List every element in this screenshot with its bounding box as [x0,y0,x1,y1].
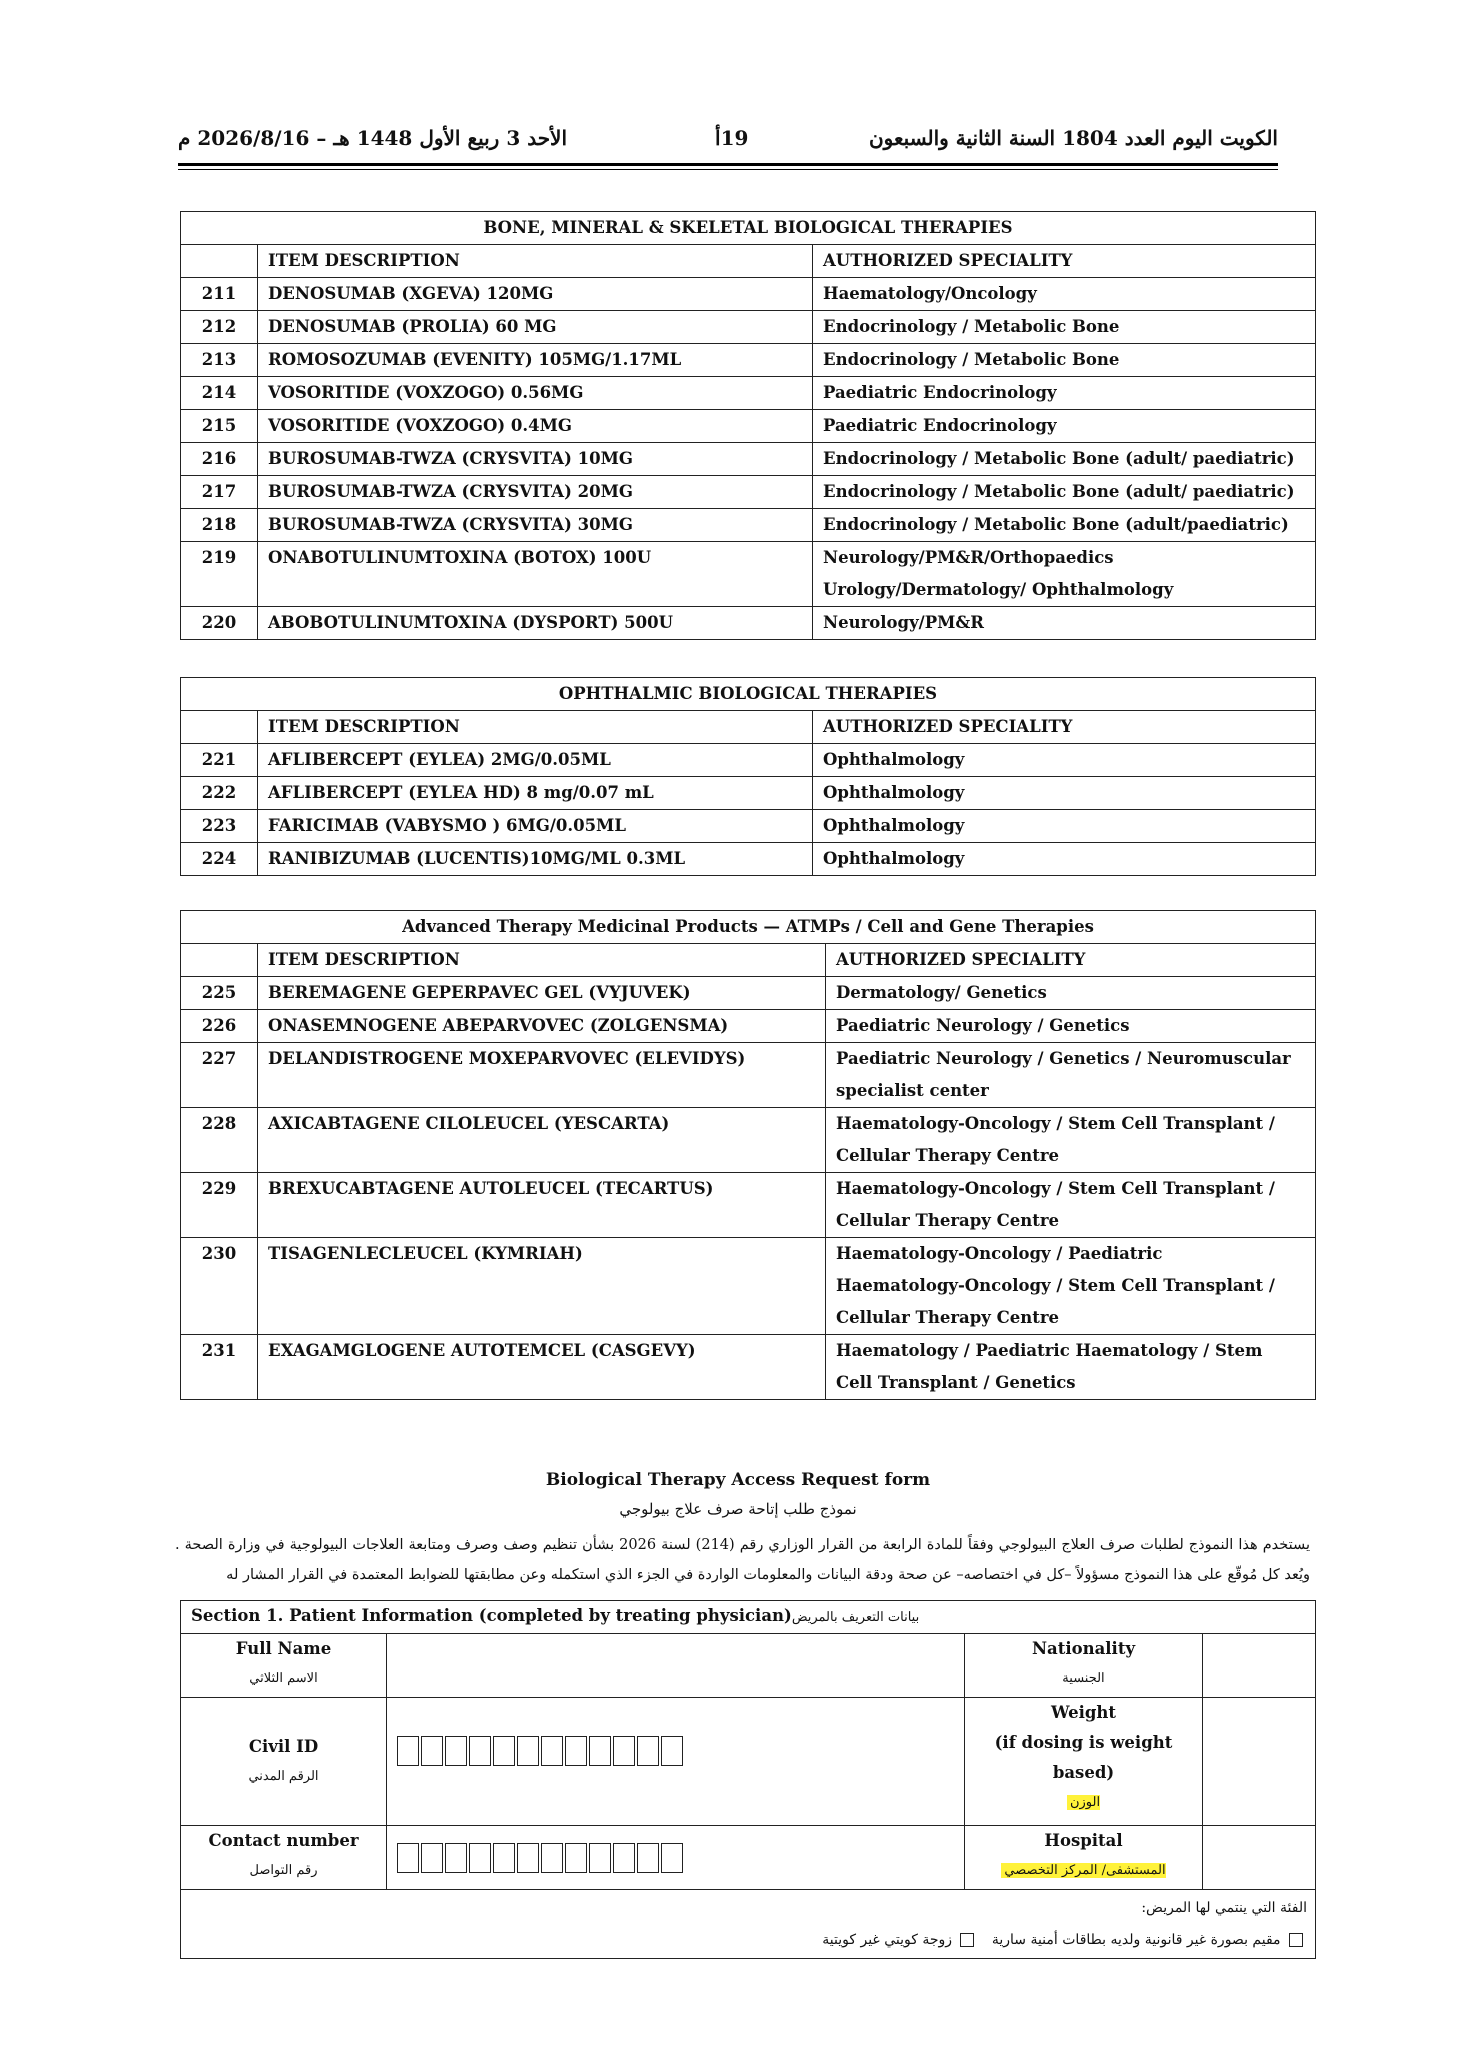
table-row [181,509,1316,542]
contact-number-label [181,1826,387,1890]
speciality-line: Urology/Dermatology/ Ophthalmology [823,580,1174,599]
authorized-speciality [826,1010,1316,1043]
speciality-line: Paediatric Endocrinology [823,416,1057,435]
speciality-line: Haematology-Oncology / Paediatric [836,1244,1163,1263]
item-number: 219 [181,542,258,607]
hospital-label [965,1826,1203,1890]
speciality-line: Endocrinology / Metabolic Bone (adult/ paediatric) [823,449,1295,468]
speciality-line: Ophthalmology [823,750,965,769]
patient-information-form [180,1600,1316,1959]
table-row [181,810,1316,843]
authorized-speciality-header: AUTHORIZED SPECIALITY [813,245,1316,278]
table-row [181,1010,1316,1043]
authorized-speciality [813,410,1316,443]
number-header [181,245,258,278]
table-row [181,744,1316,777]
patient-category-label: الفئة التي ينتمي لها المريض: [1141,1900,1307,1916]
speciality-line: Ophthalmology [823,816,965,835]
authorized-speciality [813,810,1316,843]
full-name-field[interactable] [387,1634,965,1698]
item-description: AFLIBERCEPT (EYLEA) 2MG/0.05ML [258,744,813,777]
authorized-speciality [826,1335,1316,1400]
contact-number-label-arabic: رقم التواصل [249,1863,318,1878]
form-title: Biological Therapy Access Request form [545,1470,931,1490]
speciality-line: Paediatric Neurology / Genetics / Neuromuscular [836,1049,1291,1068]
authorized-speciality-header: AUTHORIZED SPECIALITY [813,711,1316,744]
table-row [181,377,1316,410]
item-description: BUROSUMAB-TWZA (CRYSVITA) 10MG [258,443,813,476]
authorized-speciality [813,278,1316,311]
section-1-header [181,1601,1316,1634]
item-description: DENOSUMAB (PROLIA) 60 MG [258,311,813,344]
item-description: BREXUCABTAGENE AUTOLEUCEL (TECARTUS) [258,1173,826,1238]
illegal-resident-option: مقيم بصورة غير قانونية ولديه بطاقات أمنية سارية [991,1932,1281,1948]
contact-number-label-text: Contact number [208,1831,359,1850]
authorized-speciality [813,311,1316,344]
full-name-label-arabic: الاسم الثلاثي [249,1671,318,1686]
table-row [181,1238,1316,1335]
item-number: 223 [181,810,258,843]
nationality-label-text: Nationality [1031,1639,1136,1658]
ophthalmic-therapies-table [180,677,1316,876]
item-description: DELANDISTROGENE MOXEPARVOVEC (ELEVIDYS) [258,1043,826,1108]
table-row [181,278,1316,311]
authorized-speciality [813,777,1316,810]
item-description: RANIBIZUMAB (LUCENTIS)10MG/ML 0.3ML [258,843,813,876]
authorized-speciality [813,377,1316,410]
gazette-issue: الكويت اليوم العدد 1804 السنة الثانية والسبعون [868,126,1278,150]
item-number: 228 [181,1108,258,1173]
page-header [178,120,1278,160]
weight-label-arabic: الوزن [1067,1795,1100,1810]
authorized-speciality [826,1173,1316,1238]
speciality-line: Endocrinology / Metabolic Bone (adult/ paediatric) [823,482,1295,501]
table-row [181,542,1316,607]
table-row [181,1043,1316,1108]
authorized-speciality [813,744,1316,777]
weight-label [965,1698,1203,1826]
item-number: 227 [181,1043,258,1108]
speciality-line: Paediatric Neurology / Genetics [836,1016,1130,1035]
speciality-line: Haematology-Oncology / Stem Cell Transplant / [836,1179,1275,1198]
speciality-line: Haematology / Paediatric Haematology / Stem [836,1341,1263,1360]
issue-date: الأحد 3 ربيع الأول 1448 هـ – 2026/8/16 م [178,126,568,150]
speciality-line: Cell Transplant / Genetics [836,1373,1076,1392]
table-row [181,311,1316,344]
full-name-label [181,1634,387,1698]
item-description: ONABOTULINUMTOXINA (BOTOX) 100U [258,542,813,607]
item-description: BUROSUMAB-TWZA (CRYSVITA) 20MG [258,476,813,509]
table-row [181,777,1316,810]
table-row [181,344,1316,377]
hospital-field[interactable] [1203,1826,1316,1890]
speciality-line: Haematology/Oncology [823,284,1037,303]
non-kuwaiti-wife-checkbox[interactable] [960,1933,974,1947]
hospital-label-arabic: المستشفى/ المركز التخصصي [1001,1863,1165,1878]
item-description-header: ITEM DESCRIPTION [258,711,813,744]
speciality-line: Paediatric Endocrinology [823,383,1057,402]
nationality-label-arabic: الجنسية [1062,1671,1105,1686]
item-description: BEREMAGENE GEPERPAVEC GEL (VYJUVEK) [258,977,826,1010]
speciality-line: Cellular Therapy Centre [836,1146,1060,1165]
authorized-speciality [813,509,1316,542]
item-number: 224 [181,843,258,876]
item-description: ABOBOTULINUMTOXINA (DYSPORT) 500U [258,607,813,640]
number-header [181,944,258,977]
speciality-line: Ophthalmology [823,849,965,868]
speciality-line: Haematology-Oncology / Stem Cell Transplant / [836,1276,1275,1295]
speciality-line: Neurology/PM&R [823,613,984,632]
item-description: VOSORITIDE (VOXZOGO) 0.56MG [258,377,813,410]
table-title: BONE, MINERAL & SKELETAL BIOLOGICAL THERAPIES [181,212,1316,245]
number-header [181,711,258,744]
speciality-line: specialist center [836,1081,989,1100]
bone-therapies-table [180,211,1316,640]
item-number: 222 [181,777,258,810]
table-row [181,977,1316,1010]
item-number: 221 [181,744,258,777]
contact-number-field[interactable] [387,1826,965,1890]
authorized-speciality [813,542,1316,607]
weight-field[interactable] [1203,1698,1316,1826]
civil-id-digit-boxes[interactable] [397,1736,964,1766]
form-subtitle-arabic: نموذج طلب إتاحة صرف علاج بيولوجي [619,1500,857,1518]
item-description: VOSORITIDE (VOXZOGO) 0.4MG [258,410,813,443]
weight-label-note: (if dosing is weight [994,1733,1173,1752]
speciality-line: Endocrinology / Metabolic Bone [823,317,1120,336]
civil-id-label [181,1698,387,1826]
contact-number-digit-boxes[interactable] [397,1843,964,1873]
table-row [181,607,1316,640]
authorized-speciality-header: AUTHORIZED SPECIALITY [826,944,1316,977]
item-number: 216 [181,443,258,476]
item-number: 212 [181,311,258,344]
civil-id-label-text: Civil ID [248,1736,319,1756]
table-row [181,1108,1316,1173]
civil-id-label-arabic: الرقم المدني [248,1768,319,1784]
item-number: 231 [181,1335,258,1400]
table-title: OPHTHALMIC BIOLOGICAL THERAPIES [181,678,1316,711]
page-number: 19أ [715,126,749,150]
item-description: ROMOSOZUMAB (EVENITY) 105MG/1.17ML [258,344,813,377]
form-intro-paragraph: يستخدم هذا النموذج لطلبات صرف العلاج البيولوجي وفقاً للمادة الرابعة من القرار الوزاري رقم (214) لسنة 2026 بشأن تنظيم وصف وصرف ومتابعة العلاجات البيولوجية في وزارة الصحة . ويُعد كل مُوقّع على هذا النموذج مسؤولاً –كل في اختصاصه– عن صحة ودقة البيانات والمعلومات الواردة في الجزء الذي استكمله وعن مطابقتها للضوابط المعتمدة في القرار المشار له [175,1537,1310,1583]
item-description: EXAGAMGLOGENE AUTOTEMCEL (CASGEVY) [258,1335,826,1400]
table-title: Advanced Therapy Medicinal Products — ATMPs / Cell and Gene Therapies [181,911,1316,944]
table-row [181,410,1316,443]
non-kuwaiti-wife-option: زوجة كويتي غير كويتية [822,1932,953,1948]
full-name-label-text: Full Name [235,1639,332,1658]
speciality-line: Cellular Therapy Centre [836,1308,1060,1327]
item-description: FARICIMAB (VABYSMO ) 6MG/0.05ML [258,810,813,843]
table-row [181,843,1316,876]
item-number: 229 [181,1173,258,1238]
authorized-speciality [826,977,1316,1010]
nationality-label [965,1634,1203,1698]
item-description: TISAGENLECLEUCEL (KYMRIAH) [258,1238,826,1335]
item-description: ONASEMNOGENE ABEPARVOVEC (ZOLGENSMA) [258,1010,826,1043]
item-number: 213 [181,344,258,377]
patient-category-options [189,1924,1307,1956]
table-row [181,443,1316,476]
section-1-title: Section 1. Patient Information (completed by treating physician) [191,1606,792,1625]
speciality-line: Endocrinology / Metabolic Bone [823,350,1120,369]
authorized-speciality [826,1043,1316,1108]
item-number: 211 [181,278,258,311]
item-number: 215 [181,410,258,443]
section-1-title-arabic: بيانات التعريف بالمريض [791,1610,920,1625]
atmp-therapies-table [180,910,1316,1400]
item-number: 214 [181,377,258,410]
item-description: AFLIBERCEPT (EYLEA HD) 8 mg/0.07 mL [258,777,813,810]
authorized-speciality [826,1238,1316,1335]
item-number: 225 [181,977,258,1010]
civil-id-field[interactable] [387,1698,965,1826]
item-description: BUROSUMAB-TWZA (CRYSVITA) 30MG [258,509,813,542]
speciality-line: Ophthalmology [823,783,965,802]
weight-label-note-end: based) [1052,1763,1115,1782]
item-number: 230 [181,1238,258,1335]
speciality-line: Cellular Therapy Centre [836,1211,1060,1230]
speciality-line: Neurology/PM&R/Orthopaedics [823,548,1114,567]
authorized-speciality [813,443,1316,476]
speciality-line: Haematology-Oncology / Stem Cell Transplant / [836,1114,1275,1133]
patient-category-cell [181,1890,1316,1959]
header-rule-thin [178,169,1278,170]
authorized-speciality [813,843,1316,876]
speciality-line: Endocrinology / Metabolic Bone (adult/paediatric) [823,515,1289,534]
nationality-field[interactable] [1203,1634,1316,1698]
item-number: 226 [181,1010,258,1043]
authorized-speciality [813,344,1316,377]
authorized-speciality [826,1108,1316,1173]
item-description: DENOSUMAB (XGEVA) 120MG [258,278,813,311]
item-number: 218 [181,509,258,542]
item-description-header: ITEM DESCRIPTION [258,245,813,278]
hospital-label-text: Hospital [1044,1831,1123,1850]
illegal-resident-checkbox[interactable] [1289,1933,1303,1947]
table-row [181,476,1316,509]
item-description-header: ITEM DESCRIPTION [258,944,826,977]
table-row [181,1335,1316,1400]
header-rule [178,163,1278,166]
item-number: 220 [181,607,258,640]
item-number: 217 [181,476,258,509]
weight-label-text: Weight [1050,1703,1117,1722]
item-description: AXICABTAGENE CILOLEUCEL (YESCARTA) [258,1108,826,1173]
authorized-speciality [813,476,1316,509]
table-row [181,1173,1316,1238]
speciality-line: Dermatology/ Genetics [836,983,1047,1002]
authorized-speciality [813,607,1316,640]
